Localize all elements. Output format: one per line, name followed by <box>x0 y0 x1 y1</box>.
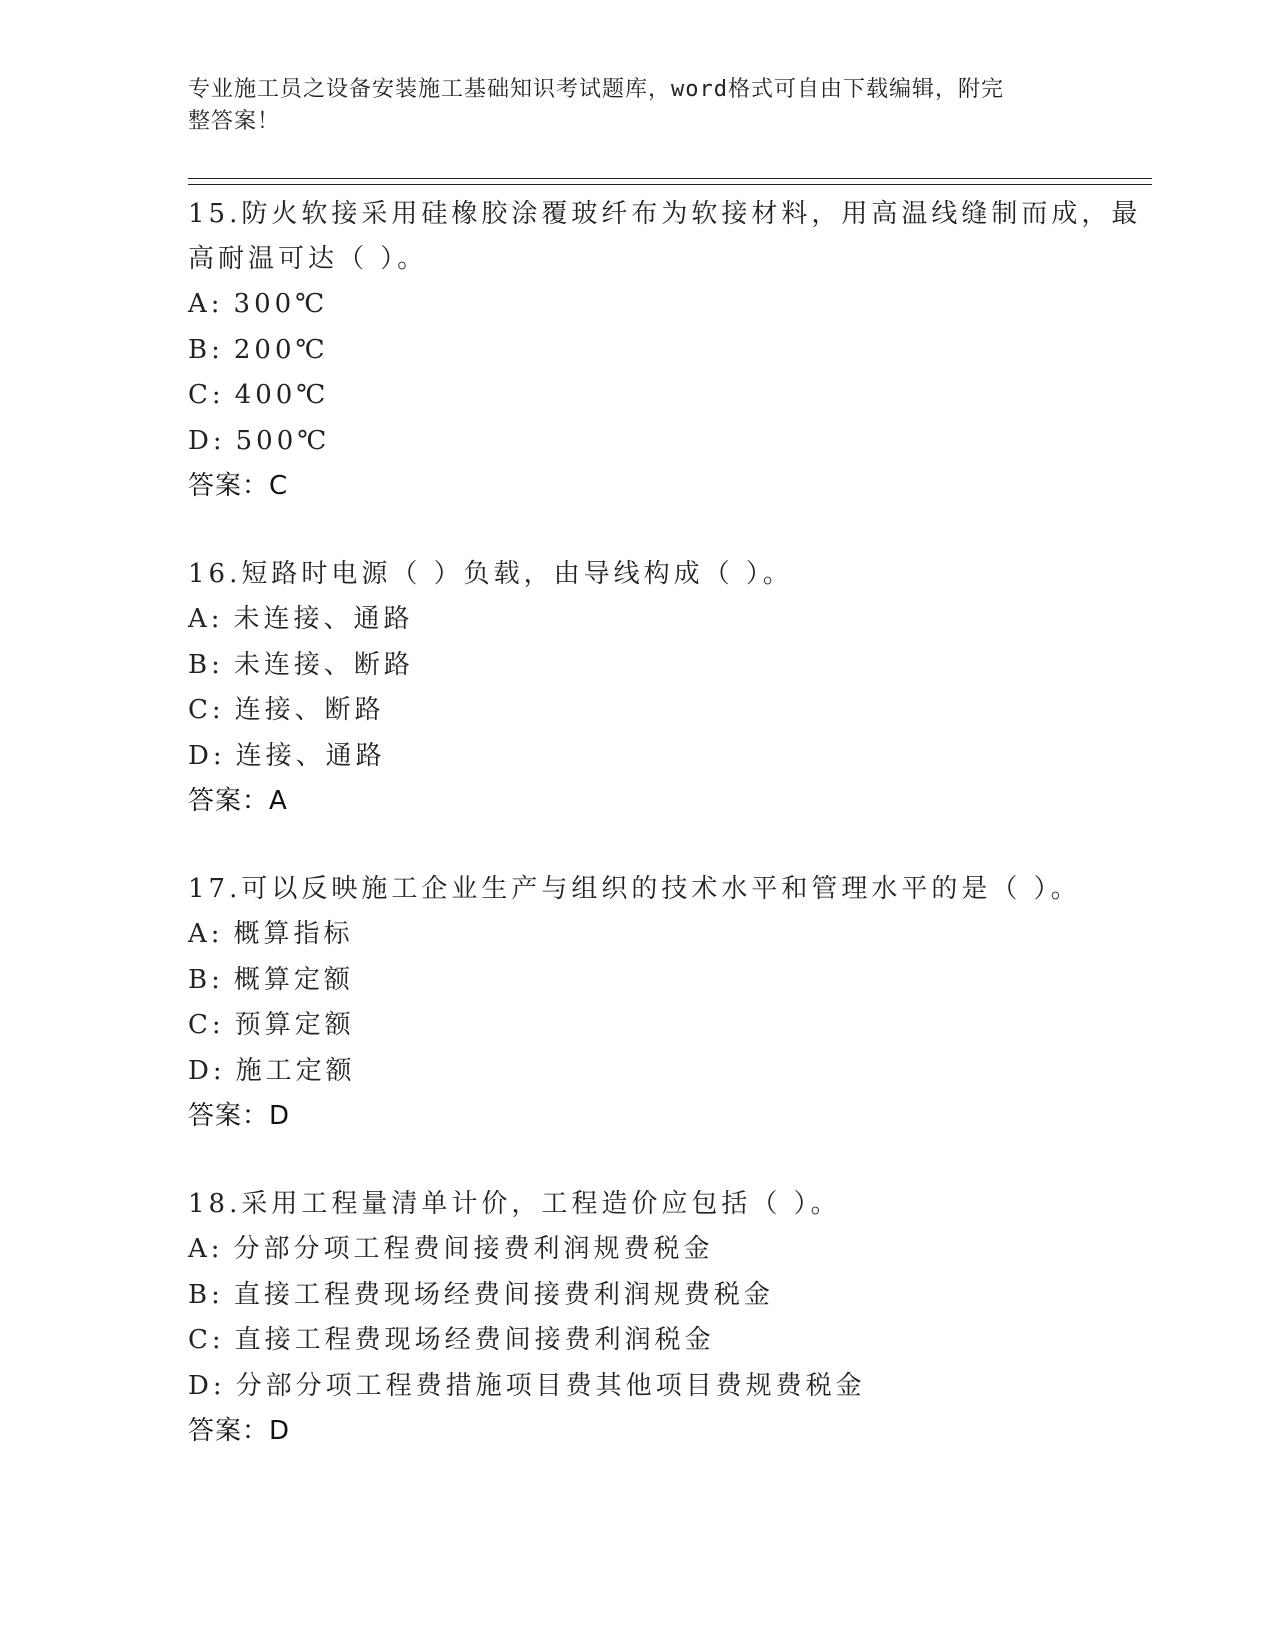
option-text: 200℃ <box>233 334 329 365</box>
option-b <box>188 1273 1152 1319</box>
option-text: 直接工程费现场经费间接费利润税金 <box>234 1325 715 1355</box>
question-stem: 16.短路时电源（ ）负载，由导线构成（ ）。 <box>188 559 793 589</box>
option-text: 未连接、通路 <box>233 604 414 634</box>
option-key: B: <box>188 964 224 995</box>
option-c <box>188 1003 1152 1049</box>
question-16 <box>188 552 1152 823</box>
header-line-2: 整答案！ <box>188 109 281 134</box>
option-key: A: <box>188 919 224 949</box>
option-b <box>188 643 1152 689</box>
header-divider-top <box>188 178 1152 179</box>
question-list <box>188 192 1152 1497</box>
option-key: D: <box>188 425 226 456</box>
question-stem: 18.采用工程量清单计价，工程造价应包括（ ）。 <box>188 1189 841 1219</box>
option-b <box>188 958 1152 1004</box>
option-text: 连接、通路 <box>235 740 386 771</box>
option-text: 直接工程费现场经费间接费利润规费税金 <box>233 1279 774 1310</box>
option-b <box>188 328 1152 374</box>
header-divider-bottom <box>188 184 1152 185</box>
option-key: C: <box>188 1010 225 1040</box>
question-17 <box>188 867 1152 1138</box>
option-key: A: <box>188 289 224 319</box>
option-text: 300℃ <box>233 289 329 319</box>
answer-line: 答案：C <box>188 471 289 501</box>
option-text: 500℃ <box>235 425 331 456</box>
answer-line: 答案：D <box>188 1101 291 1131</box>
option-text: 分部分项工程费措施项目费其他项目费规费税金 <box>235 1370 866 1401</box>
option-d <box>188 419 1152 465</box>
option-text: 连接、断路 <box>234 695 385 725</box>
option-key: B: <box>188 334 224 365</box>
question-stem: 17.可以反映施工企业生产与组织的技术水平和管理水平的是（ ）。 <box>188 874 1081 904</box>
option-text: 预算定额 <box>234 1010 355 1040</box>
option-text: 400℃ <box>234 380 330 410</box>
option-a <box>188 597 1152 643</box>
option-c <box>188 1318 1152 1364</box>
document-header <box>188 74 1068 138</box>
option-c <box>188 688 1152 734</box>
option-d <box>188 734 1152 780</box>
answer-line: 答案：D <box>188 1416 291 1446</box>
option-text: 施工定额 <box>235 1055 356 1086</box>
option-key: B: <box>188 649 224 680</box>
option-key: D: <box>188 1055 226 1086</box>
option-c <box>188 373 1152 419</box>
option-a <box>188 1227 1152 1273</box>
option-key: A: <box>188 1234 224 1264</box>
option-key: A: <box>188 604 224 634</box>
option-key: D: <box>188 1370 226 1401</box>
option-key: C: <box>188 695 225 725</box>
header-line-1: 专业施工员之设备安装施工基础知识考试题库，word格式可自由下载编辑，附完 <box>188 77 1004 102</box>
option-key: B: <box>188 1279 224 1310</box>
question-18 <box>188 1182 1152 1453</box>
option-text: 未连接、断路 <box>233 649 414 680</box>
option-key: D: <box>188 740 226 771</box>
answer-line: 答案：A <box>188 786 288 816</box>
option-text: 概算指标 <box>233 919 354 949</box>
option-a <box>188 912 1152 958</box>
question-stem: 15.防火软接采用硅橡胶涂覆玻纤布为软接材料，用高温线缝制而成，最高耐温可达（ ）。 <box>188 199 1142 274</box>
option-key: C: <box>188 1325 225 1355</box>
option-text: 概算定额 <box>233 964 354 995</box>
option-a <box>188 282 1152 328</box>
option-key: C: <box>188 380 225 410</box>
option-d <box>188 1049 1152 1095</box>
question-15 <box>188 192 1152 508</box>
option-d <box>188 1364 1152 1410</box>
option-text: 分部分项工程费间接费利润规费税金 <box>233 1234 714 1264</box>
